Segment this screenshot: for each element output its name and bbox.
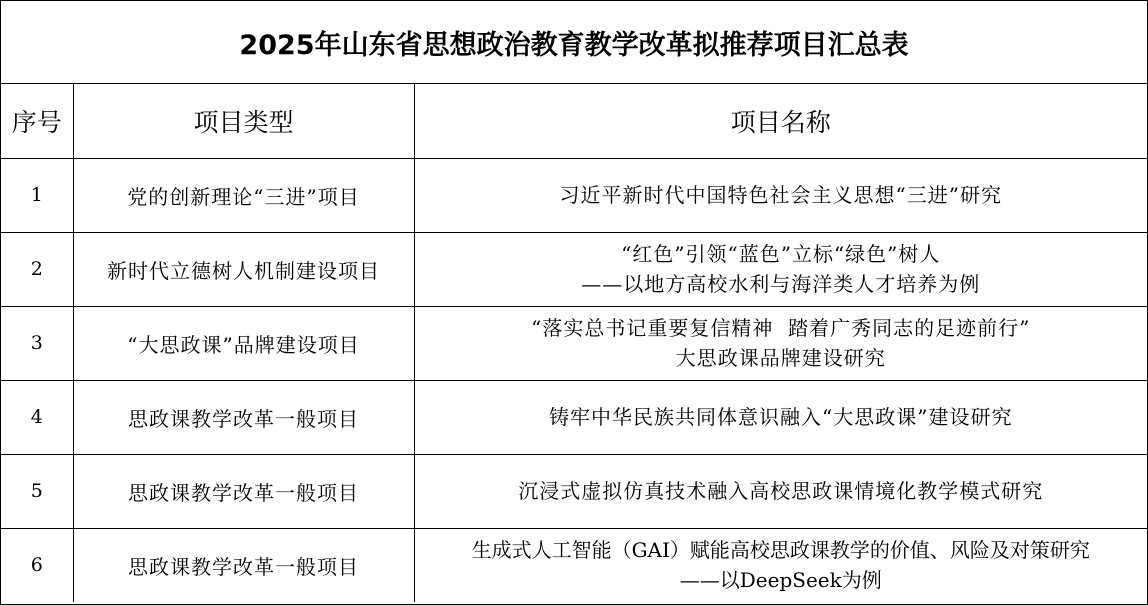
type-cell: 思政课教学改革一般项目 [73,528,414,602]
table-row [1,380,1147,454]
seq-cell: 4 [1,380,73,454]
name-line: 铸牢中华民族共同体意识融入“大思政课”建设研究 [549,405,1013,429]
name-cell [414,306,1147,380]
name-line: “红色”引领“蓝色”立标“绿色”树人 [621,242,941,266]
header-name: 项目名称 [414,84,1147,158]
name-cell [414,158,1147,232]
table-row [1,528,1147,602]
table-row [1,306,1147,380]
header-row [1,84,1147,158]
name-cell [414,454,1147,528]
seq-cell: 5 [1,454,73,528]
project-table [1,84,1147,602]
name-line: ——以地方高校水利与海洋类人才培养为例 [581,272,981,296]
seq-cell: 3 [1,306,73,380]
seq-cell: 1 [1,158,73,232]
name-cell [414,528,1147,602]
name-cell [414,232,1147,306]
type-cell: 党的创新理论“三进”项目 [73,158,414,232]
table-row [1,454,1147,528]
header-type: 项目类型 [73,84,414,158]
seq-cell: 6 [1,528,73,602]
type-cell: 思政课教学改革一般项目 [73,380,414,454]
name-line: ——以DeepSeek为例 [679,568,882,593]
name-line: “落实总书记重要复信精神 踏着广秀同志的足迹前行” [531,316,1031,340]
seq-cell: 2 [1,232,73,306]
table-row [1,232,1147,306]
table-row [1,158,1147,232]
type-cell: “大思政课”品牌建设项目 [73,306,414,380]
type-cell: 思政课教学改革一般项目 [73,454,414,528]
name-line: 习近平新时代中国特色社会主义思想“三进”研究 [559,183,1002,207]
name-line: 沉浸式虚拟仿真技术融入高校思政课情境化教学模式研究 [518,479,1044,503]
name-line: 生成式人工智能（GAI）赋能高校思政课教学的价值、风险及对策研究 [471,538,1090,563]
table-title: 2025年山东省思想政治教育教学改革拟推荐项目汇总表 [239,29,909,61]
header-seq: 序号 [1,84,73,158]
table-title-row [1,1,1147,84]
type-cell: 新时代立德树人机制建设项目 [73,232,414,306]
name-cell [414,380,1147,454]
name-line: 大思政课品牌建设研究 [675,346,886,370]
